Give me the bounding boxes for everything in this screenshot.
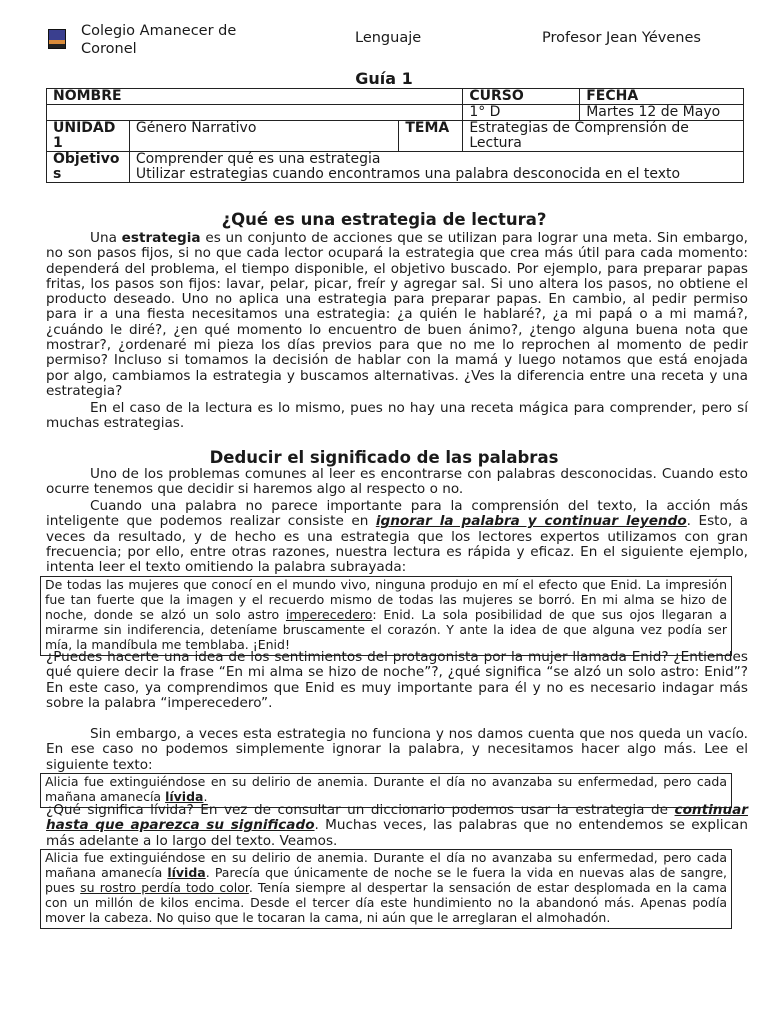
objetivo-1: Comprender qué es una estrategia	[135, 151, 381, 167]
section2-p5-start: ¿Qué significa lívida? En vez de consultar un diccionario podemos usar la estrategia de	[46, 802, 675, 818]
fecha-label: FECHA	[580, 89, 744, 105]
section2-title: Deducir el significado de las palabras	[209, 448, 559, 467]
box1-rest: : Enid. La sola posibilidad de que sus ojos llegaran a mirarme sin indiferencia, deteníame bruscamente el corazón. Y ante la idea de que alguna vez podía ser mía, la mandíbula me temblaba. ¡Enid!	[45, 606, 727, 652]
fecha-value: Martes 12 de Mayo	[580, 105, 744, 121]
section1-title: ¿Qué es una estrategia de lectura?	[221, 210, 547, 229]
box2-end: .	[203, 788, 208, 804]
section2-paragraph3: ¿Puedes hacerte una idea de los sentimientos del protagonista por la mujer llamada Enid? ¿Entiendes qué quiere decir la frase “En mi alma se hizo de noche”?, ¿qué significa “se alzó un solo astro: Enid”? En este caso, ya comprendimos que Enid es muy importante para él y no es necesario indagar más sobre la palabra “imperecedero”.	[46, 649, 748, 711]
livida-word: lívida	[165, 788, 204, 804]
guide-title: Guía 1	[355, 69, 413, 88]
objetivos-label: Objetivos	[47, 152, 130, 183]
estrategia-bold: estrategia	[121, 230, 201, 246]
info-table	[46, 88, 744, 183]
curso-label: CURSO	[463, 89, 580, 105]
objetivos-value	[129, 152, 743, 183]
school-name	[81, 22, 291, 58]
box3-rest: . Tenía siempre al despertar la sensación de estar desplomada en la cama con un millón de kilos encima. Desde el tercer día este hundimiento no la abandonó más. Apenas podía mover la cabeza. No quiso que le tocaran la cama, ni aún que le arreglaran el almohadón.	[45, 879, 727, 925]
section2-p2-start: Cuando una palabra no parece importante para la comprensión del texto, la acción más inteligente que podemos realizar consiste en	[46, 498, 748, 530]
livida-word-2: lívida	[167, 864, 206, 880]
section1-paragraph1	[46, 231, 748, 399]
tema-label: TEMA	[399, 121, 463, 152]
unidad-label: UNIDAD 1	[47, 121, 130, 152]
rostro-phrase: su rostro perdía todo color	[80, 879, 249, 895]
unidad-value: Género Narrativo	[129, 121, 399, 152]
imperecedero-word: imperecedero	[285, 606, 373, 622]
school-name-line1: Colegio Amanecer de	[81, 23, 237, 39]
box1-start: De todas las mujeres que conocí en el mundo vivo, ninguna produjo en mí el efecto que Enid. La impresión fue tan fuerte que la imagen y el recuerdo mismo de todas las mujeres se borró. En mi alma se hizo de noche, donde se alzó un solo astro	[45, 577, 727, 622]
subject-name: Lenguaje	[355, 30, 422, 46]
tema-value: Estrategias de Comprensión de Lectura	[463, 121, 744, 152]
section2-paragraph1: Uno de los problemas comunes al leer es encontrarse con palabras desconocidas. Cuando esto ocurre tenemos que decidir si haremos algo al respecto o no.	[46, 466, 748, 498]
box3-start: Alicia fue extinguiéndose en su delirio de anemia. Durante el día no avanzaba su enfermedad, pero cada mañana amanecía	[45, 850, 727, 880]
section2-paragraph2	[46, 499, 748, 575]
continue-strategy: continuar hasta que aparezca su significado	[46, 802, 748, 834]
school-name-line2: Coronel	[81, 41, 137, 57]
section1-p1-start: Una	[90, 230, 122, 246]
box2-start: Alicia fue extinguiéndose en su delirio de anemia. Durante el día no avanzaba su enfermedad, pero cada mañana amanecía	[45, 774, 727, 804]
objetivo-2: Utilizar estrategias cuando encontramos una palabra desconocida en el texto	[135, 166, 681, 182]
section2-p5-rest: . Muchas veces, las palabras que no entendemos se explican más adelante a lo largo del texto. Veamos.	[46, 817, 748, 849]
section1-p1-rest: es un conjunto de acciones que se utilizan para lograr una meta. Sin embargo, no son pasos fijos, si no que cada lector ocupará la estrategia que crea más útil para cada momento: dependerá del problema, el tiempo disponible, el objetivo buscado. Por ejemplo, para preparar papas fritas, los pasos son fijos: lavar, pelar, picar, freír y agregar sal. Si uno altera los pasos, no obtiene el producto deseado. Uno no aplica una estrategia para preparar papas. En cambio, al pedir permiso para ir a una fiesta necesitamos una estrategia: ¿a quién le hablaré?, ¿a mi papá o a mi mamá?, ¿cuándo le diré?, ¿en qué momento lo encuentro de buen ánimo?, ¿tengo alguna buena nota que mostrar?, ¿ordenaré mi pieza los días previos para que no me lo reprochen al momento de pedir permiso? Incluso si tomamos la decisión de hablar con la mamá y luego notamos que está enojada por algo, cambiamos la estrategia y buscamos alternativas. ¿Ves la diferencia entre una receta y una estrategia?	[46, 230, 748, 399]
curso-value: 1° D	[463, 105, 580, 121]
example-box-enid	[40, 576, 732, 656]
section1-paragraph2: En el caso de la lectura es lo mismo, pues no hay una receta mágica para comprender, pero sí muchas estrategias.	[46, 400, 748, 432]
section2-paragraph5	[46, 803, 748, 849]
page-header	[46, 20, 746, 60]
teacher-name: Profesor Jean Yévenes	[542, 30, 701, 46]
ignore-word-strategy: ignorar la palabra y continuar leyendo	[375, 513, 687, 530]
section2-p2-rest: . Esto, a veces da resultado, y de hecho es una estrategia que los lectores expertos utilizamos con gran frecuencia; por ello, entre otras razones, nuestra lectura es rápida y eficaz. En el siguiente ejemplo, intenta leer el texto omitiendo la palabra subrayada:	[46, 513, 748, 576]
box3-mid: . Parecía que únicamente de noche se le fuera la vida en nuevas alas de sangre, pues	[45, 864, 727, 895]
school-logo-icon	[48, 29, 66, 49]
nombre-label: NOMBRE	[47, 89, 463, 105]
section2-paragraph4: Sin embargo, a veces esta estrategia no funciona y nos damos cuenta que nos queda un vacío. En ese caso no podemos simplemente ignorar la palabra, y necesitamos hacer algo más. Lee el siguiente texto:	[46, 726, 748, 773]
example-box-alicia-long	[40, 849, 732, 929]
nombre-value	[47, 105, 463, 121]
